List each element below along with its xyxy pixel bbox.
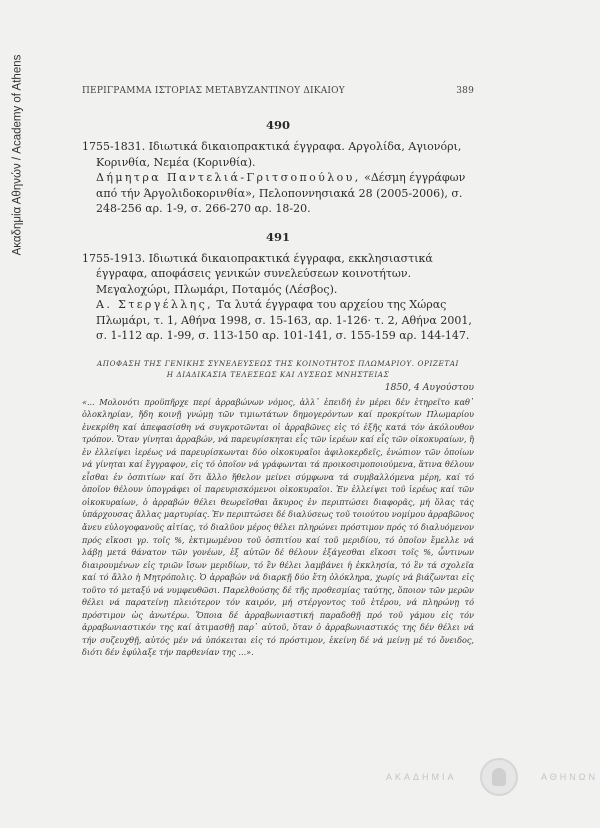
entry-description: 1755-1831. Ιδιωτικά δικαιοπρακτικά έγγραφα. Αργολίδα, Αγιονόρι, Κορινθία, Νεμέα (Κορινθία). <box>82 140 462 169</box>
reference-author: Α. Στεργέλλης, <box>96 298 214 311</box>
entry-number: 491 <box>265 229 290 244</box>
document-text: «... Μολονότι προϋπῆρχε περί ἀρραβώνων νόμος, ἀλλ᾽ ἐπειδή ἐν μέρει δέν ἐτηρεῖτο καθ᾽ ὁλοκληρίαν, ἤδη κοινῇ γνώμῃ τῶν τιμιωτάτων δημογερόντων καί προκρίτων Πλωμαρίου ἐνεκρίθη καί ἀπεφασίσθη νά συγκροτῶνται οἱ ἀρραβῶνες εἰς τό ἑξῆς κατά τόν ἀκόλουθον τρόπον. Ὅταν γίνηται ἀρραβών, νά παρευρίσκηται εἷς τῶν ἱερέων καί εἷς τῶν οἰκοκυραίων, ἢ ἐν ἐλλείψει ἱερέως νά παρευρίσκωνται δύο οἰκοκυραῖοι ἀφιλοκερδεῖς, ἐνώπιον τῶν ὁποίων νά γίνηται καί ἔγγραφον, εἰς τό ὁποῖον νά γράφωνται τά προικοσιμοποιούμενα, ἅτινα θέλουν εἶσθαι ἐν ὀσπιτίων καί ὅτι ἄλλο ἤθελον μείνει σύμφωνα τά συμβαλλόμενα μέρη, καί τό ὁποῖον θέλουν ὑπογράφει οἱ παρευρισκόμενοι οἰκοκυραῖοι. Ἐν ἐλλείψει τοῦ ἱερέως καί τῶν οἰκοκυραίων, ὁ ἀρραβών θέλει θεωρεῖσθαι ἄκυρος ἐν περιπτώσει διαφορᾶς, μή ὅλας τάς ὑπάρχουσας ἄλλας μαρτυρίας. Ἐν περιπτώσει δέ διαλύσεως τοῦ τοιούτου νομίμου ἀρραβῶνος ἄνευ εὐλογοφανοῦς αἰτίας, τό διαλῦον μέρος θέλει πληρώνει πρόστιμον πρός τό διαλυόμενον πρός εἴκοσι γρ. τοῖς %, ἐκτιμωμένου τοῦ ὀσπιτίου καί τοῦ μεριδίου, τό ὁποῖον ἔμελλε νά λάβῃ μετά θάνατον τῶν γονέων, ἐξ αὐτῶν δέ θέλουν ἐξάγεσθαι εἴκοσι τοῖς %, ὧντινων διαιρουμένων εἰς τριῶν ἴσων μεριδίων, τό ἓν θέλει λαμβάνει ἡ ἐκκλησία, τό ἓν τά σχολεῖα καί τό ἄλλο ἡ Μητρόπολις. Ὁ ἀρραβών νά διαρκῇ δύο ἔτη ὁλόκληρα, χωρίς νά βιάζωνται εἰς τοῦτο τό μεταξύ νά νυμφευθῶσι. Παρελθούσης δέ τῆς προθεσμίας ταύτης, ὅποιον τῶν μερῶν θέλει νά παρατείνῃ πλειότερον τόν καιρόν, μή στέργοντος τοῦ ἑτέρου, νά πληρώνῃ τό πρόστιμον ὡς ἀνωτέρω. Ὅποια δέ ἀρραβωνιαστική παραδοθῇ πρό τοῦ γάμου εἰς τόν ἀρραβωνιαστικόν της καί ἀτιμασθῇ παρ᾽ αὐτοῦ, ὅταν ὁ ἀρραβωνιαστικός της δέν θέλει νά τήν συζευχθῇ, αὐτός μέν νά ὑπόκειται εἰς τό πρόστιμον, ἐκείνη δέ νά μείνῃ μέ τό ὄνειδος, διότι δέν ἐφύλαξε τήν παρθενίαν της ...». <box>82 396 474 658</box>
document-title-line: Η ΔΙΑΔΙΚΑΣΙΑ ΤΕΛΕΣΕΩΣ ΚΑΙ ΛΥΣΕΩΣ ΜΝΗΣΤΕΙΑΣ <box>166 369 390 379</box>
document-date: 1850, 4 Αυγούστου <box>384 381 474 393</box>
document-title <box>82 358 474 380</box>
academy-watermark <box>386 758 598 796</box>
book-page <box>82 86 474 659</box>
watermark-text-left: ΑΚΑΔΗΜΙΑ <box>386 772 457 782</box>
entry-description: 1755-1913. Ιδιωτικά δικαιοπρακτικά έγγραφα, εκκλησιαστικά έγγραφα, αποφάσεις γενικών συνελεύσεων κοινοτήτων. Μεγαλοχώρι, Πλωμάρι, Ποταμός (Λέσβος). <box>82 251 433 296</box>
watermark-text-right: ΑΘΗΝΩΝ <box>540 772 598 782</box>
entry-number: 490 <box>265 118 290 132</box>
running-header <box>82 86 474 100</box>
entry-reference <box>82 170 474 217</box>
reference-details: Τα λυτά έγγραφα του αρχείου της Χώρας Πλωμάρι, τ. 1, Αθήνα 1998, σ. 15-163, αρ. 1-126· τ. 2, Αθήνα 2001, σ. 1-112 αρ. 1-99, σ. 113-150 αρ. 101-141, σ. 155-159 αρ. 144-147. <box>96 298 472 342</box>
reference-details: «Δέσμη έγγράφων από τήν Άργολιδοκορινθία», Πελοποννησιακά 28 (2005-2006), σ. 248-256 αρ. 1-9, σ. 266-270 αρ. 18-20. <box>96 171 466 215</box>
entry-reference <box>82 297 474 344</box>
side-stamp-text: Ακαδημία Αθηνών / Academy of Athens <box>11 54 24 256</box>
reference-author: Δήμητρα Παντελιά-Γριτσοπούλου, <box>96 171 361 184</box>
academy-seal-icon <box>480 758 518 796</box>
running-title: ΠΕΡΙΓΡΑΜΜΑ ΙΣΤΟΡΙΑΣ ΜΕΤΑΒΥΖΑΝΤΙΝΟΥ ΔΙΚΑΙΟΥ <box>82 86 345 96</box>
page-number: 389 <box>456 86 474 96</box>
archive-side-stamp <box>6 40 28 270</box>
document-title-line: ΑΠΟΦΑΣΗ ΤΗΣ ΓΕΝΙΚΗΣ ΣΥΝΕΛΕΥΣΕΩΣ ΤΗΣ ΚΟΙΝΟΤΗΤΟΣ ΠΛΩΜΑΡΙΟΥ. ΟΡΙΖΕΤΑΙ <box>97 358 459 368</box>
